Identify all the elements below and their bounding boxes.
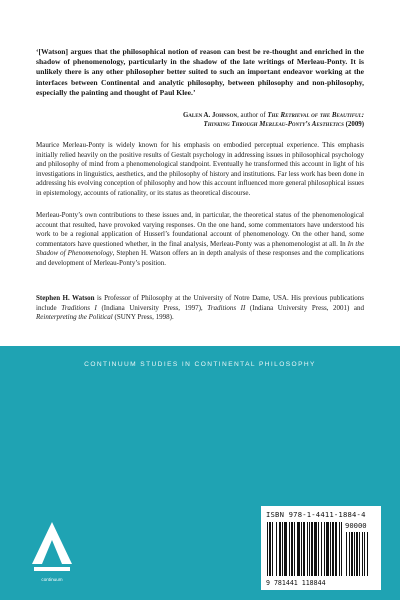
barcode-bar bbox=[324, 522, 325, 576]
publication-title-3: Reinterpreting the Political bbox=[36, 313, 113, 322]
barcode-bar bbox=[326, 522, 329, 576]
description-p2-text-a: Merleau-Ponty’s own contributions to these issues and, in particular, the theoretical status of the phenomenological account that resulted, have provoked varying responses. On the one hand, some commentators have understood his work to be a regional application of Husserl’s foundational account of phenomenology. On the other hand, some commentators have questioned whether, in the final analysis, Merleau-Ponty was a phenomenologist at all. In bbox=[36, 211, 364, 248]
barcode-bar bbox=[291, 522, 293, 576]
endorser-book-title-line2: Thinking Through Merleau-Ponty’s Aesthetics bbox=[203, 121, 344, 129]
author-bio-text-c: (Indiana University Press, 2001) and bbox=[245, 303, 365, 312]
barcode-bar bbox=[318, 522, 319, 576]
barcode-bar bbox=[272, 522, 273, 576]
price-code: 90000 bbox=[345, 521, 367, 530]
barcode-bar bbox=[307, 522, 308, 576]
addon-barcode-bar bbox=[349, 532, 350, 576]
barcode-bar bbox=[269, 522, 271, 576]
endorser-name: Galen A. Johnson bbox=[182, 112, 238, 119]
barcode-panel bbox=[261, 506, 381, 590]
publication-title-1: Traditions I bbox=[61, 303, 97, 312]
description-paragraph-1: Maurice Merleau-Ponty is widely known for his emphasis on embodied perceptual experience. This emphasis initially relied heavily on the positive results of Gestalt psychology in addressing issues in philosophical psychology and philosophy of mind from a phenomenological standpoint. Eventually he transformed this account in light of his investigations in linguistics, aesthetics, and the philosophy of history and institutions. Far less work has been done in addressing his evolving conception of philosophy and how this account influenced more general philosophical issues in epistemology, accounts of rationality, or its status as theoretical discourse. bbox=[36, 141, 364, 197]
barcode-bar bbox=[339, 522, 340, 576]
author-bio-text-b: (Indiana University Press, 1997), bbox=[96, 303, 208, 312]
isbn-label bbox=[266, 510, 366, 519]
publication-title-2: Traditions II bbox=[207, 303, 246, 312]
barcode-bar bbox=[282, 522, 283, 576]
author-bio bbox=[36, 294, 364, 323]
addon-barcode-bar bbox=[356, 532, 358, 576]
barcode-bar bbox=[330, 522, 331, 576]
barcode-bar bbox=[294, 522, 295, 576]
barcode-bar bbox=[289, 522, 290, 576]
endorser-role: , author of bbox=[237, 112, 268, 119]
barcode-bar bbox=[309, 522, 310, 576]
author-bio-text-d: (SUNY Press, 1998). bbox=[112, 313, 174, 322]
barcode-bar bbox=[297, 522, 300, 576]
barcode-bar bbox=[314, 522, 317, 576]
barcode-icon bbox=[266, 522, 376, 578]
addon-barcode-bar bbox=[367, 532, 368, 576]
addon-barcode-bar bbox=[359, 532, 360, 576]
addon-barcode-bar bbox=[354, 532, 355, 576]
barcode-bar bbox=[321, 522, 322, 576]
barcode-bar bbox=[284, 522, 287, 576]
addon-barcode-bar bbox=[346, 532, 347, 576]
publisher-logo-icon bbox=[28, 520, 76, 582]
barcode-bar bbox=[301, 522, 302, 576]
addon-barcode-bar bbox=[351, 532, 353, 576]
barcode-bar bbox=[332, 522, 334, 576]
description-p2-text-b: , Stephen H. Watson offers an in depth analysis of these responses and the complications and development of Merleau-Ponty’s position. bbox=[36, 249, 364, 267]
barcode-bar bbox=[341, 522, 342, 576]
author-bio-text-a: is Professor of Philosophy at the University of Notre Dame, USA. His previous publications include bbox=[36, 294, 364, 312]
series-title: CONTINUUM STUDIES IN CONTINENTAL PHILOSOPHY bbox=[84, 361, 316, 368]
barcode-bar bbox=[267, 522, 268, 576]
barcode-bar bbox=[335, 522, 337, 576]
barcode-digits: 9 781441 118844 bbox=[266, 579, 326, 587]
endorser-book-year: (2009) bbox=[343, 121, 364, 129]
barcode-bar bbox=[311, 522, 313, 576]
addon-barcode-bar bbox=[364, 532, 365, 576]
description-paragraph-2 bbox=[36, 211, 364, 269]
book-title: In the Shadow of Phenomenology bbox=[36, 239, 364, 258]
endorsement-attribution bbox=[104, 111, 364, 130]
barcode-bar bbox=[303, 522, 305, 576]
author-name: Stephen H. Watson bbox=[36, 294, 95, 302]
addon-barcode-bar bbox=[362, 532, 363, 576]
barcode-bar bbox=[279, 522, 281, 576]
endorsement-quote: ‘[Watson] argues that the philosophical notion of reason can best be re-thought and enriched in the shadow of phenomenology, particularly in the shadow of the late writings of Merleau-Ponty. It is unlikely there is any other philosopher better suited to such an important endeavor working at the interfaces between Continental and analytic philosophy, between philosophy and non-philosophy, especially the painting and thought of Paul Klee.’ bbox=[36, 47, 364, 97]
isbn-number: ISBN 978-1-4411-1884-4 bbox=[266, 510, 366, 519]
barcode-bar bbox=[276, 522, 277, 576]
endorser-book-title-line1: The Retrieval of the Beautiful: bbox=[267, 112, 364, 119]
publisher-name: continuum bbox=[41, 577, 63, 582]
